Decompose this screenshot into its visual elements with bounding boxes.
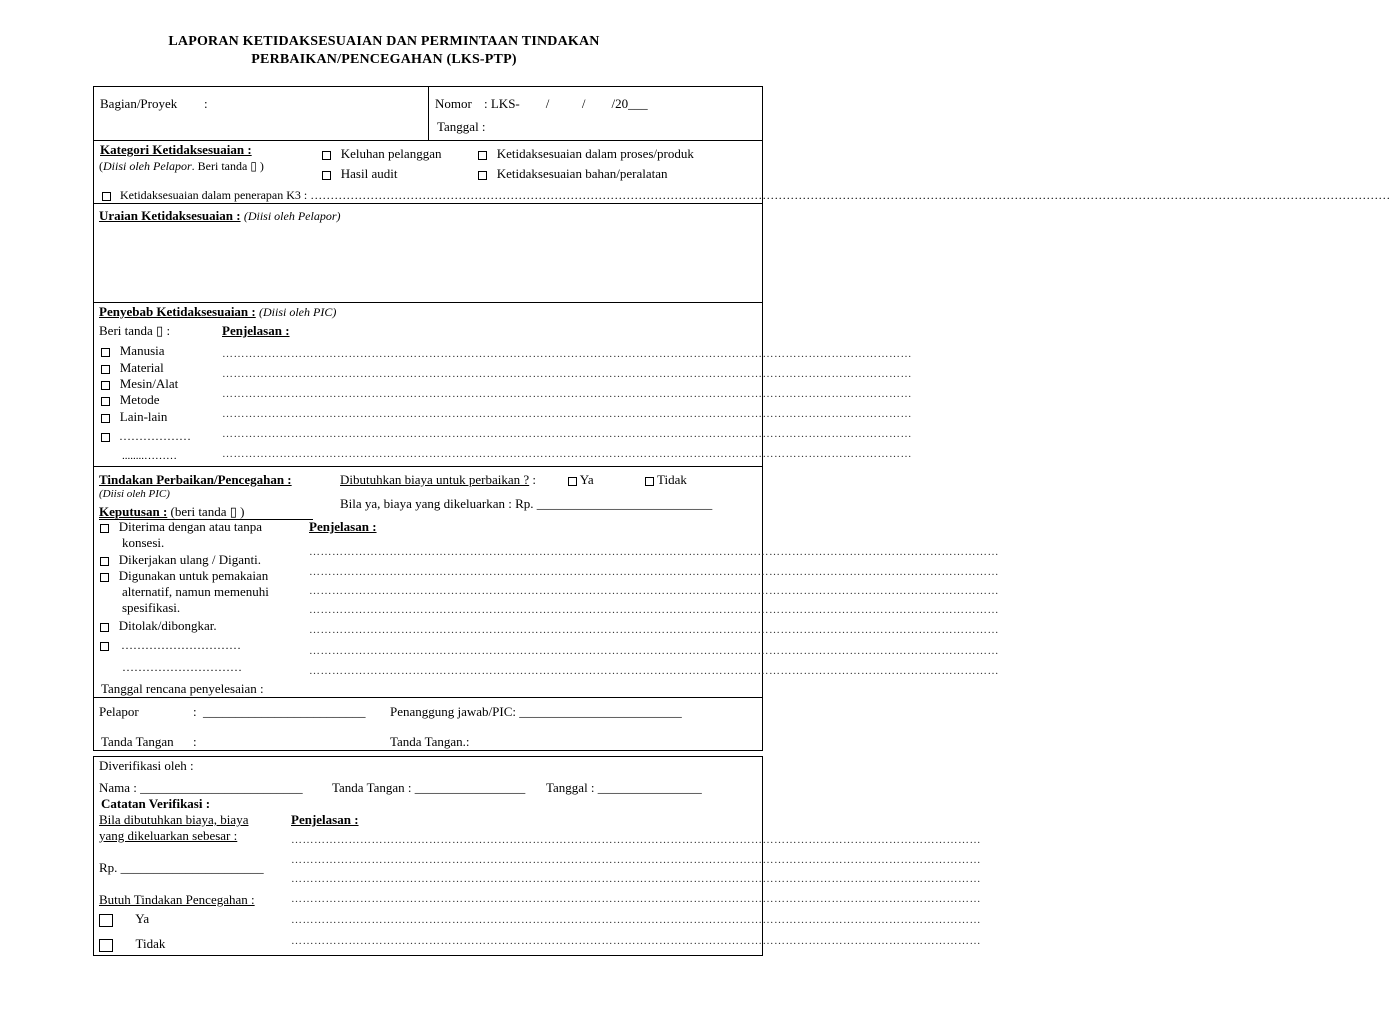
tanggal-rencana[interactable]: Tanggal rencana penyelesaian :	[101, 681, 264, 696]
ttd-pelapor-label: Tanda Tangan	[101, 734, 174, 749]
decision-other-label: …………………………	[121, 638, 241, 652]
verif-penjelasan: Penjelasan :	[291, 812, 359, 827]
tindakan-dots-6[interactable]: ………………………………………………………………………………………………………………………………………………………………	[309, 645, 999, 657]
kategori-note: (Diisi oleh Pelapor. Beri tanda ▯ )	[99, 159, 264, 173]
option-keluhan-label: Keluhan pelanggan	[340, 146, 442, 161]
option-keluhan[interactable]	[322, 146, 441, 162]
verif-dots-3[interactable]: ………………………………………………………………………………………………………………………………………………………………	[291, 873, 981, 885]
checkbox-icon[interactable]	[478, 171, 487, 180]
ttd-pic-label: Tanda Tangan.:	[390, 734, 470, 749]
decision-dikerjakan-label: Dikerjakan ulang / Diganti.	[118, 552, 261, 567]
verif-dots-1[interactable]: ………………………………………………………………………………………………………………………………………………………………	[291, 834, 981, 846]
kategori-bottom-line	[93, 203, 763, 204]
pencegahan-tidak-label: Tidak	[135, 936, 166, 951]
uraian-heading-row	[99, 208, 340, 224]
cause-manusia-label: Manusia	[119, 343, 165, 358]
verif-dots-6[interactable]: ………………………………………………………………………………………………………………………………………………………………	[291, 935, 981, 947]
checkbox-icon[interactable]	[99, 939, 113, 952]
cause-other[interactable]	[101, 429, 191, 444]
tindakan-dots-5[interactable]: ………………………………………………………………………………………………………………………………………………………………	[309, 624, 999, 636]
verif-dots-4[interactable]: ………………………………………………………………………………………………………………………………………………………………	[291, 893, 981, 905]
checkbox-icon[interactable]	[101, 397, 110, 406]
checkbox-icon[interactable]	[101, 433, 110, 442]
decision-digunakan-cont-1: alternatif, namun memenuhi	[122, 584, 269, 599]
bila-biaya-1: Bila dibutuhkan biaya, biaya	[99, 812, 249, 827]
penyebab-dots-1[interactable]: ………………………………………………………………………………………………………………………………………………………………	[222, 348, 912, 360]
biaya-tidak[interactable]	[645, 472, 687, 488]
tindakan-penjelasan: Penjelasan :	[309, 519, 377, 534]
biaya-row	[340, 472, 536, 488]
pencegahan-ya[interactable]	[99, 911, 149, 927]
decision-diterima-cont: konsesi.	[122, 535, 165, 550]
pencegahan-tidak[interactable]	[99, 936, 165, 952]
verif-ttd[interactable]: Tanda Tangan : _________________	[332, 780, 526, 795]
checkbox-icon[interactable]	[100, 623, 109, 632]
biaya-tidak-label: Tidak	[657, 472, 687, 487]
pelapor-colon: :	[193, 704, 197, 719]
option-proses[interactable]	[478, 146, 694, 162]
decision-diterima-label: Diterima dengan atau tanpa	[118, 519, 263, 534]
tindakan-bottom-line	[93, 697, 763, 698]
tindakan-dots-2[interactable]: ………………………………………………………………………………………………………………………………………………………………	[309, 566, 999, 578]
tindakan-dots-3[interactable]: ………………………………………………………………………………………………………………………………………………………………	[309, 585, 999, 597]
title-line-2: PERBAIKAN/PENCEGAHAN (LKS-PTP)	[251, 52, 517, 67]
penyebab-dots-6[interactable]: ………………………………………………………………………………………………………………………………………………………………	[222, 448, 912, 460]
cause-lain[interactable]	[101, 409, 167, 425]
pelapor-line[interactable]: _________________________	[203, 704, 366, 719]
verif-tanggal[interactable]: Tanggal : ________________	[546, 780, 702, 795]
option-audit-label: Hasil audit	[340, 166, 398, 181]
biaya-ya-label: Ya	[579, 472, 594, 487]
decision-digunakan-label: Digunakan untuk pemakaian	[118, 568, 269, 583]
penyebab-dots-2[interactable]: ………………………………………………………………………………………………………………………………………………………………	[222, 368, 912, 380]
biaya-colon: :	[532, 472, 537, 487]
cause-other-label: ………………	[119, 429, 191, 443]
diverifikasi-label: Diverifikasi oleh :	[99, 758, 194, 773]
cause-metode-label: Metode	[119, 392, 160, 407]
penyebab-penjelasan: Penjelasan :	[222, 323, 290, 338]
title-line-1: LAPORAN KETIDAKSESUAIAN DAN PERMINTAAN TINDAKAN	[168, 34, 600, 49]
pelapor-label: Pelapor	[99, 704, 139, 719]
penyebab-beri-tanda: Beri tanda ▯ :	[99, 323, 171, 338]
verif-nama[interactable]: Nama : _________________________	[99, 780, 303, 795]
penyebab-dots-3[interactable]: ………………………………………………………………………………………………………………………………………………………………	[222, 388, 912, 400]
verif-rp[interactable]: Rp. ______________________	[99, 860, 264, 875]
option-k3-label: Ketidaksesuaian dalam penerapan K3 : ………………………………………………………………………………………………………………………………………………………………………………………………………………………………………………	[120, 188, 1390, 202]
checkbox-icon[interactable]	[100, 524, 109, 533]
option-k3[interactable]	[102, 188, 1390, 203]
penyebab-note: (Diisi oleh PIC)	[259, 305, 337, 319]
tindakan-dots-1[interactable]: ………………………………………………………………………………………………………………………………………………………………	[309, 546, 999, 558]
checkbox-icon[interactable]	[645, 477, 654, 486]
checkbox-icon[interactable]	[100, 557, 109, 566]
penyebab-bottom-line	[93, 466, 763, 467]
cause-mesin[interactable]	[101, 376, 178, 392]
biaya-question: Dibutuhkan biaya untuk perbaikan ?	[340, 472, 530, 487]
tindakan-dots-7[interactable]: ………………………………………………………………………………………………………………………………………………………………	[309, 665, 999, 677]
uraian-text-area[interactable]	[100, 228, 750, 298]
tindakan-heading: Tindakan Perbaikan/Pencegahan :	[99, 472, 292, 487]
cause-material-label: Material	[119, 360, 164, 375]
cause-material[interactable]	[101, 360, 164, 376]
kategori-note-rest: . Beri tanda ▯ )	[191, 159, 264, 173]
decision-diterima[interactable]	[100, 519, 262, 535]
cause-other-extra: ........………	[122, 450, 177, 462]
option-bahan-label: Ketidaksesuaian bahan/peralatan	[496, 166, 668, 181]
header-divider	[428, 86, 429, 141]
ttd-pelapor-colon: :	[193, 734, 197, 749]
checkbox-icon[interactable]	[322, 171, 331, 180]
header-bottom-line	[93, 140, 763, 141]
decision-digunakan-cont-2: spesifikasi.	[122, 600, 181, 615]
butuh-pencegahan: Butuh Tindakan Pencegahan :	[99, 892, 255, 907]
cause-lain-label: Lain-lain	[119, 409, 168, 424]
keputusan-heading: Keputusan :	[99, 504, 168, 519]
penyebab-dots-4[interactable]: ………………………………………………………………………………………………………………………………………………………………	[222, 408, 912, 420]
verif-dots-2[interactable]: ………………………………………………………………………………………………………………………………………………………………	[291, 854, 981, 866]
tindakan-dots-4[interactable]: ………………………………………………………………………………………………………………………………………………………………	[309, 604, 999, 616]
nomor-value[interactable]: : LKS- / / /20___	[484, 96, 648, 111]
penyebab-heading: Penyebab Ketidaksesuaian :	[99, 304, 256, 319]
cause-manusia[interactable]	[101, 343, 165, 359]
biaya-ya[interactable]	[568, 472, 594, 488]
checkbox-icon[interactable]	[101, 365, 110, 374]
option-bahan[interactable]	[478, 166, 667, 182]
cause-metode[interactable]	[101, 392, 159, 408]
decision-other-cont: …………………………	[122, 660, 242, 674]
decision-ditolak-label: Ditolak/dibongkar.	[118, 618, 217, 633]
catatan-verifikasi: Catatan Verifikasi :	[101, 796, 211, 811]
pic-field[interactable]: Penanggung jawab/PIC: _________________________	[390, 704, 682, 719]
checkbox-icon[interactable]	[102, 192, 111, 201]
checkbox-icon[interactable]	[322, 151, 331, 160]
kategori-note-italic: Diisi oleh Pelapor	[103, 159, 192, 173]
bagian-label: Bagian/Proyek	[100, 96, 178, 111]
uraian-note: (Diisi oleh Pelapor)	[243, 209, 341, 223]
uraian-bottom-line	[93, 302, 763, 303]
decision-dikerjakan[interactable]	[100, 552, 261, 568]
decision-digunakan[interactable]	[100, 568, 268, 584]
cause-mesin-label: Mesin/Alat	[119, 376, 179, 391]
checkbox-icon[interactable]	[100, 642, 109, 651]
checkbox-icon[interactable]	[100, 573, 109, 582]
verif-dots-5[interactable]: ………………………………………………………………………………………………………………………………………………………………	[291, 914, 981, 926]
penyebab-heading-row	[99, 304, 336, 320]
tanggal-label: Tanggal :	[437, 119, 486, 134]
nomor-label: Nomor	[435, 96, 472, 111]
option-audit[interactable]	[322, 166, 397, 182]
keputusan-note: (beri tanda ▯ )	[170, 504, 245, 519]
bila-ya-biaya[interactable]: Bila ya, biaya yang dikeluarkan : Rp. ___________________________	[340, 496, 713, 511]
kategori-heading: Kategori Ketidaksesuaian :	[100, 142, 252, 157]
bagian-colon: :	[204, 96, 208, 111]
checkbox-icon[interactable]	[101, 348, 110, 357]
decision-ditolak[interactable]	[100, 618, 217, 634]
option-proses-label: Ketidaksesuaian dalam proses/produk	[496, 146, 694, 161]
checkbox-icon[interactable]	[101, 414, 110, 423]
bila-biaya-2: yang dikeluarkan sebesar :	[99, 828, 238, 843]
checkbox-icon[interactable]	[568, 477, 577, 486]
checkbox-icon[interactable]	[478, 151, 487, 160]
checkbox-icon[interactable]	[101, 381, 110, 390]
penyebab-dots-5[interactable]: ………………………………………………………………………………………………………………………………………………………………	[222, 428, 912, 440]
pencegahan-ya-label: Ya	[135, 911, 150, 926]
decision-other[interactable]	[100, 638, 241, 653]
tindakan-note: (Diisi oleh PIC)	[99, 488, 170, 500]
keputusan-row	[99, 504, 244, 520]
uraian-heading: Uraian Ketidaksesuaian :	[99, 208, 241, 223]
checkbox-icon[interactable]	[99, 914, 113, 927]
